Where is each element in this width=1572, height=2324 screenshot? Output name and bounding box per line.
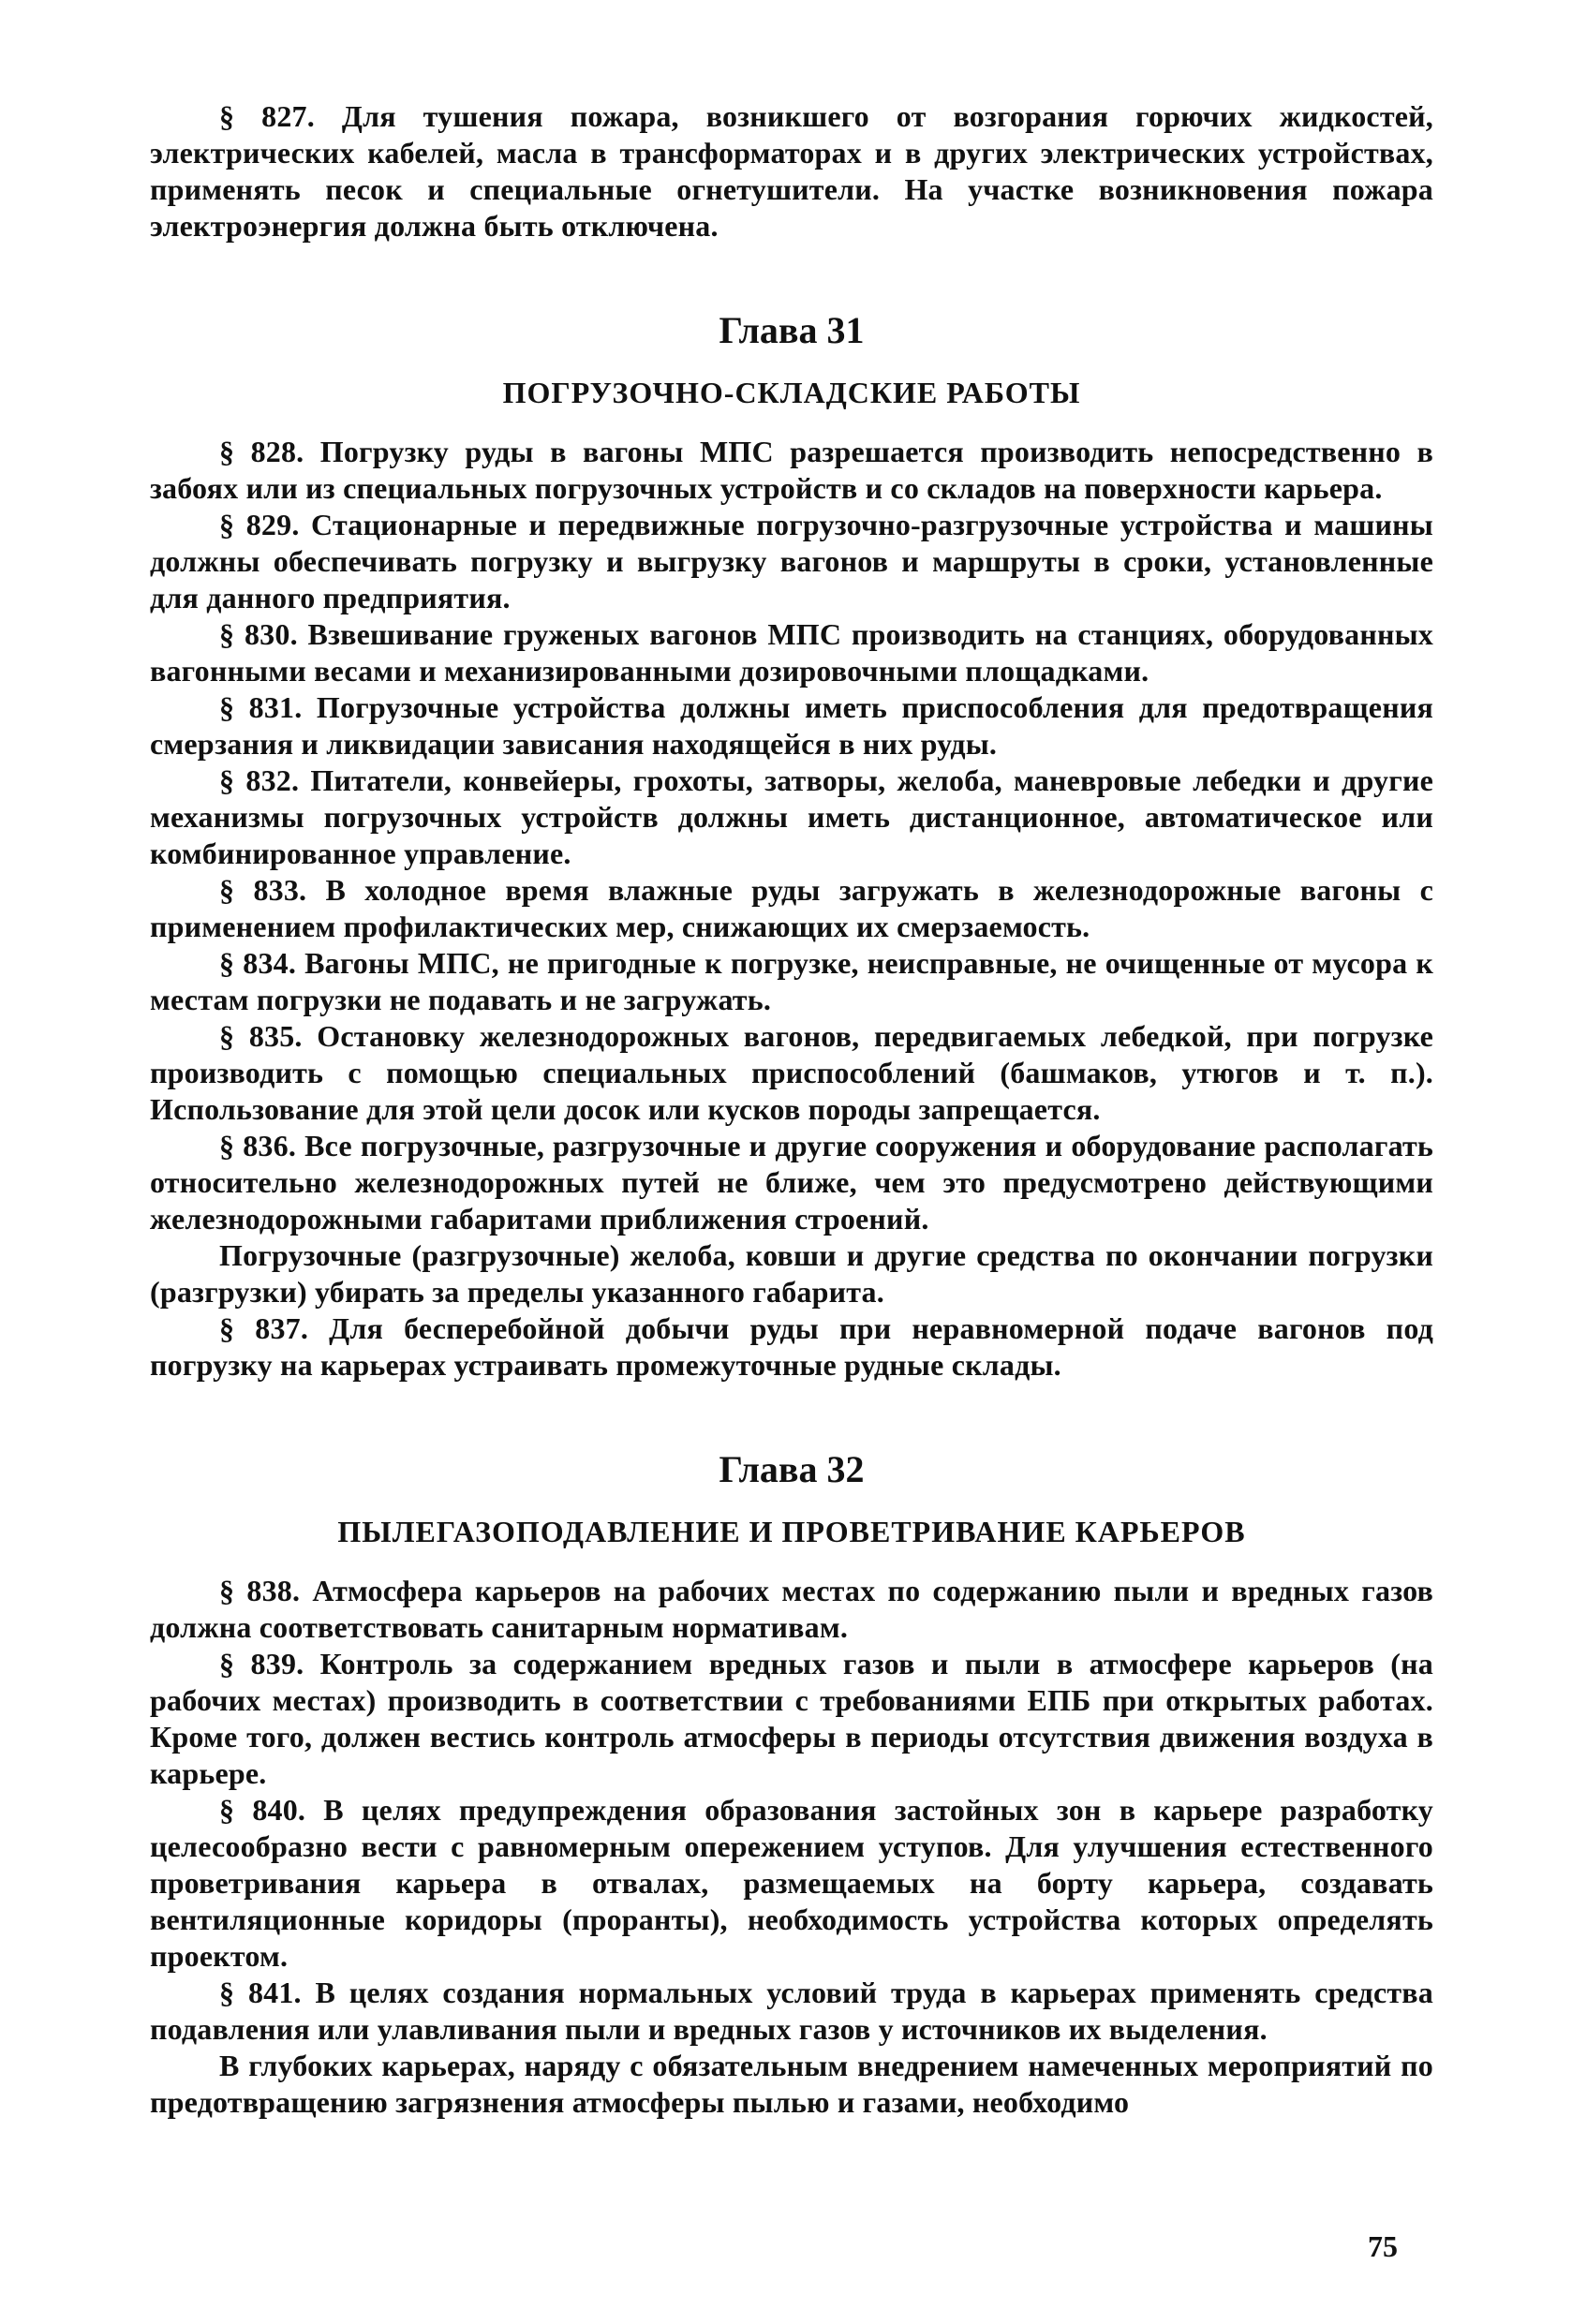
paragraph-833: § 833. В холодное время влажные руды загружать в железнодорожные вагоны с применением профилактических мер, снижающих их смерзаемость. <box>150 873 1433 943</box>
chapter-32-number: Глава 32 <box>719 1448 865 1490</box>
paragraph-834: § 834. Вагоны МПС, не пригодные к погрузке, неисправные, не очищенные от мусора к местам погрузки не подавать и не загружать. <box>150 946 1433 1016</box>
chapter-31-number: Глава 31 <box>719 309 865 351</box>
document-page <box>150 98 1433 2121</box>
paragraph-840: § 840. В целях предупреждения образования застойных зон в карьере разработку целесообразно вести с равномерным опережением уступов. Для улучшения естественного проветривания карьера в отвалах, размещаемых на борту карьера, создавать вентиляционные коридоры (проранты), необходимость устройства которых определять проектом. <box>150 1793 1433 1973</box>
paragraph-837: § 837. Для бесперебойной добычи руды при неравномерной подаче вагонов под погрузку на карьерах устраивать промежуточные рудные склады. <box>150 1311 1433 1382</box>
paragraph-831: § 831. Погрузочные устройства должны иметь приспособления для предотвращения смерзания и ликвидации зависания находящейся в них руды. <box>150 690 1433 761</box>
paragraph-841: § 841. В целях создания нормальных условий труда в карьерах применять средства подавления или улавливания пыли и вредных газов у источников их выделения. <box>150 1976 1433 2046</box>
paragraph-827: § 827. Для тушения пожара, возникшего от возгорания горючих жидкостей, электрических кабелей, масла в трансформаторах и в других электрических устройствах, применять песок и специальные огнетушители. На участке возникновения пожара электроэнергия должна быть отключена. <box>150 99 1433 243</box>
paragraph-841-continued: В глубоких карьерах, наряду с обязательным внедрением намеченных мероприятий по предотвращению загрязнения атмосферы пылью и газами, необходимо <box>150 2049 1433 2119</box>
paragraph-836-continued: Погрузочные (разгрузочные) желоба, ковши и другие средства по окончании погрузки (разгрузки) убирать за пределы указанного габарита. <box>150 1238 1433 1309</box>
paragraph-828: § 828. Погрузку руды в вагоны МПС разрешается производить непосредственно в забоях или из специальных погрузочных устройств и со складов на поверхности карьера. <box>150 435 1433 505</box>
paragraph-832: § 832. Питатели, конвейеры, грохоты, затворы, желоба, маневровые лебедки и другие механизмы погрузочных устройств должны иметь дистанционное, автоматическое или комбинированное управление. <box>150 763 1433 870</box>
paragraph-830: § 830. Взвешивание груженых вагонов МПС производить на станциях, оборудованных вагонными весами и механизированными дозировочными площадками. <box>150 617 1433 688</box>
paragraph-836: § 836. Все погрузочные, разгрузочные и другие сооружения и оборудование располагать относительно железнодорожных путей не ближе, чем это предусмотрено действующими железнодорожными габаритами приближения строений. <box>150 1129 1433 1236</box>
paragraph-835: § 835. Остановку железнодорожных вагонов, передвигаемых лебедкой, при погрузке производить с помощью специальных приспособлений (башмаков, утюгов и т. п.). Использование для этой цели досок или кусков породы запрещается. <box>150 1019 1433 1126</box>
paragraph-838: § 838. Атмосфера карьеров на рабочих местах по содержанию пыли и вредных газов должна соответствовать санитарным нормативам. <box>150 1574 1433 1644</box>
chapter-32-title: ПЫЛЕГАЗОПОДАВЛЕНИЕ И ПРОВЕТРИВАНИЕ КАРЬЕРОВ <box>337 1515 1246 1548</box>
paragraph-839: § 839. Контроль за содержанием вредных газов и пыли в атмосфере карьеров (на рабочих местах) производить в соответствии с требованиями ЕПБ при открытых работах. Кроме того, должен вестись контроль атмосферы в периоды отсутствия движения воздуха в карьере. <box>150 1647 1433 1790</box>
chapter-31-title: ПОГРУЗОЧНО-СКЛАДСКИЕ РАБОТЫ <box>502 376 1081 409</box>
paragraph-829: § 829. Стационарные и передвижные погрузочно-разгрузочные устройства и машины должны обеспечивать погрузку и выгрузку вагонов и маршруты в сроки, установленные для данного предприятия. <box>150 508 1433 614</box>
page-number: 75 <box>1368 2229 1398 2263</box>
